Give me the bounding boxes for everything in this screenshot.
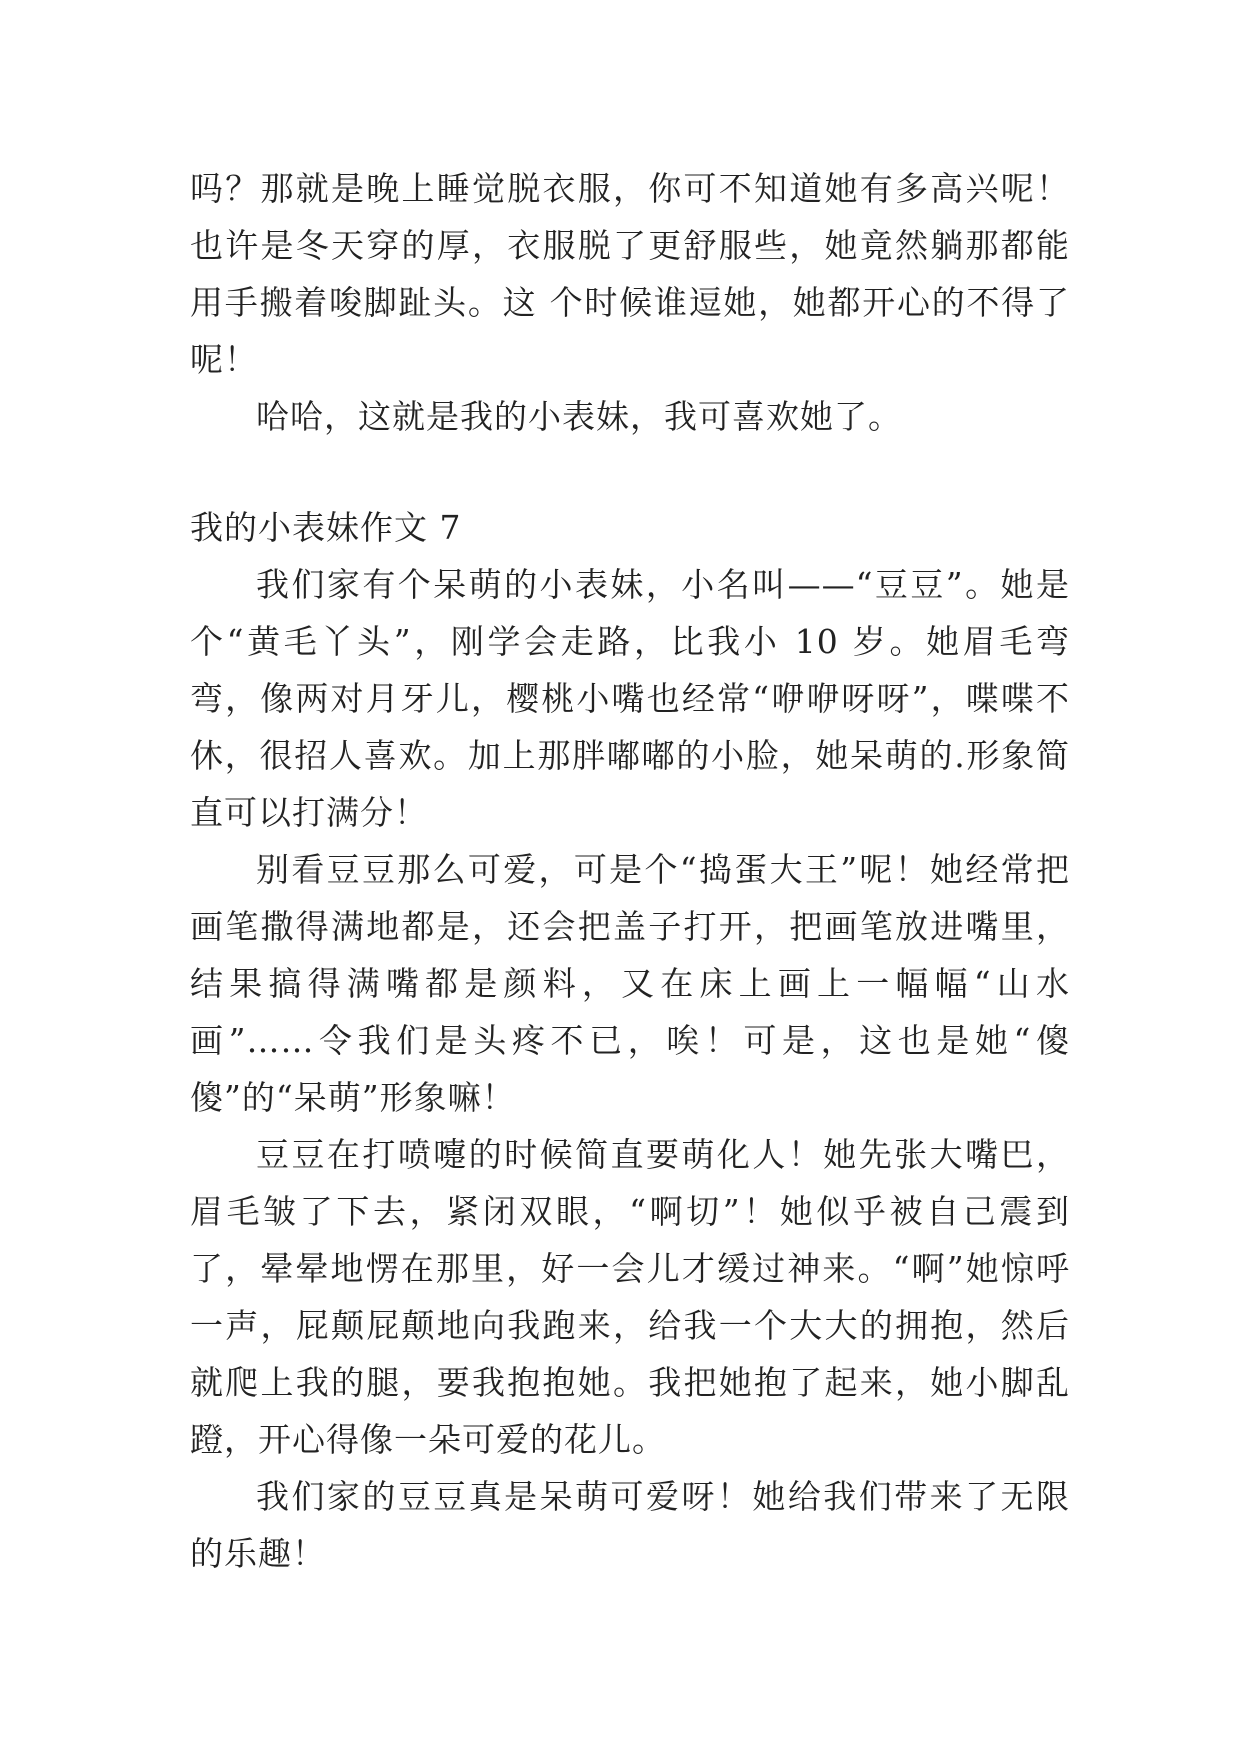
paragraph: 豆豆在打喷嚏的时候简直要萌化人！她先张大嘴巴，眉毛皱了下去，紧闭双眼，“啊切”！她似乎被自己震到了，晕晕地愣在那里，好一会儿才缓过神来。“啊”她惊呼一声，屁颠屁颠地向我跑来，给我一个大大的拥抱，然后就爬上我的腿，要我抱抱她。我把她抱了起来，她小脚乱蹬，开心得像一朵可爱的花儿。: [190, 1135, 1070, 1459]
document-body: [190, 160, 1070, 1582]
paragraph-continued: 吗？那就是晚上睡觉脱衣服，你可不知道她有多高兴呢！也许是冬天穿的厚，衣服脱了更舒服些，她竟然躺那都能用手搬着唆脚趾头。这 个时候谁逗她，她都开心的不得了呢！: [190, 169, 1070, 379]
paragraph: 我们家有个呆萌的小表妹，小名叫——“豆豆”。她是个“黄毛丫头”，刚学会走路，比我小 10 岁。她眉毛弯弯，像两对月牙儿，樱桃小嘴也经常“咿咿呀呀”，喋喋不休，很招人喜欢。加上那胖嘟嘟的小脸，她呆萌的.形象简直可以打满分！: [190, 565, 1070, 832]
paragraph: 哈哈，这就是我的小表妹，我可喜欢她了。: [256, 397, 902, 436]
section-title: 我的小表妹作文 7: [190, 508, 462, 547]
paragraph: 别看豆豆那么可爱，可是个“捣蛋大王”呢！她经常把画笔撒得满地都是，还会把盖子打开，把画笔放进嘴里，结果搞得满嘴都是颜料，又在床上画上一幅幅“山水画”……令我们是头疼不已，唉！可是，这也是她“傻傻”的“呆萌”形象嘛！: [190, 850, 1070, 1117]
paragraph: 我们家的豆豆真是呆萌可爱呀！她给我们带来了无限的乐趣！: [190, 1477, 1070, 1573]
